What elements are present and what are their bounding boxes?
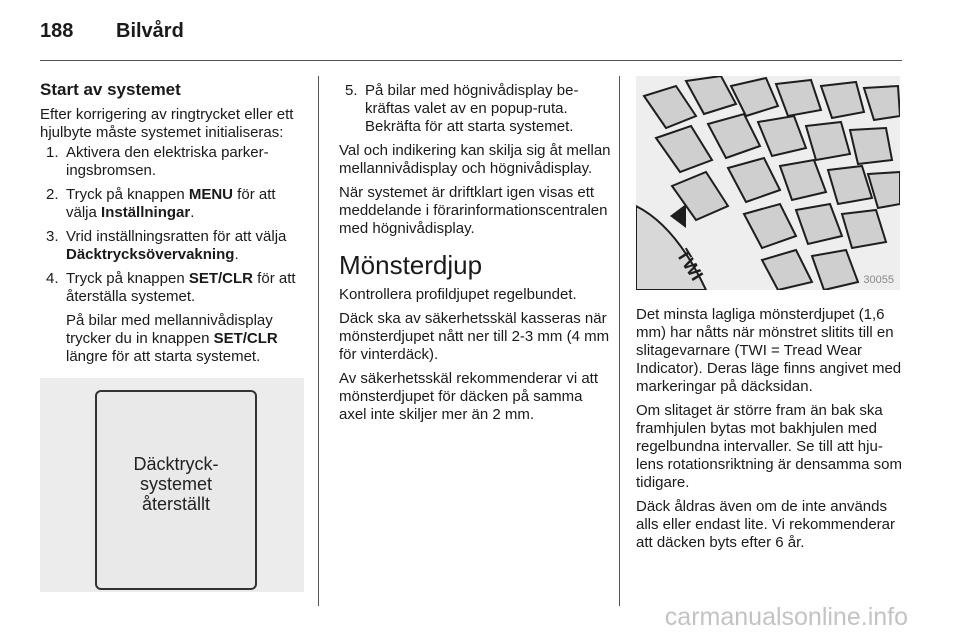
section-subheading: Start av systemet bbox=[40, 80, 181, 99]
step-text: för att välja bbox=[66, 186, 276, 221]
tpms-reset-figure bbox=[40, 378, 304, 592]
step-text: På bilar med högnivådisplay bekräftas valet av en popup-ruta. Bekräfta för att starta systemet. bbox=[365, 82, 579, 135]
step-number: 2. bbox=[46, 186, 59, 203]
display-line: återställt bbox=[141, 494, 211, 514]
column-2 bbox=[339, 80, 611, 430]
tire-tread-illustration bbox=[636, 76, 900, 290]
paragraph: Det minsta lagliga mönsterdjupet (1,6 mm) har nåtts när mönstret slitits till en slitagevarnare (TWI = Tread Wear Indicator). Deras läge finns angivet med markeringar på däcksidan. bbox=[636, 306, 902, 395]
display-line: Däcktryck- bbox=[133, 454, 219, 474]
note-text: längre för att starta systemet. bbox=[66, 348, 261, 365]
settings-menu-label: Inställningar bbox=[101, 204, 191, 221]
set-clr-button-label: SET/CLR bbox=[213, 330, 278, 347]
step-number: 5. bbox=[345, 82, 358, 99]
tpms-menu-label: Däcktrycksövervakning bbox=[66, 246, 235, 263]
list-item bbox=[40, 144, 308, 180]
display-line: systemet bbox=[139, 474, 213, 494]
list-item bbox=[40, 228, 308, 264]
figure-number: 30055 bbox=[863, 274, 894, 286]
step-number: 3. bbox=[46, 228, 59, 245]
paragraph: Däck ska av säkerhetsskäl kasseras när mönsterdjupet nått ner till 2-3 mm (4 mm för vinterdäck). bbox=[339, 310, 610, 363]
tire-tread-figure bbox=[636, 76, 900, 290]
set-clr-button-label: SET/CLR bbox=[188, 270, 254, 287]
step-text: Tryck på knappen bbox=[66, 270, 189, 287]
step-text: . bbox=[234, 246, 239, 263]
paragraph: Kontrollera profildjupet regelbundet. bbox=[339, 286, 577, 303]
list-item bbox=[40, 270, 308, 366]
step-text: för att återställa systemet. bbox=[66, 270, 296, 305]
paragraph: Av säkerhetsskäl rekommenderar vi att mönsterdjupet för däcken på samma axel inte skiljer mer än 2 mm. bbox=[339, 370, 598, 423]
column-divider-1 bbox=[318, 76, 319, 606]
column-3 bbox=[636, 306, 904, 558]
display-message bbox=[97, 454, 255, 514]
step-text: . bbox=[190, 204, 195, 221]
intro-paragraph: Efter korrigering av ringtrycket eller ett hjulbyte måste systemet initialiseras: bbox=[40, 106, 294, 141]
step-note bbox=[66, 312, 308, 366]
paragraph: Däck åldras även om de inte används alls eller endast lite. Vi rekommenderar att däcken byts efter 6 år. bbox=[636, 498, 896, 551]
column-divider-2 bbox=[619, 76, 620, 606]
header-rule bbox=[40, 60, 902, 61]
step-text: Vrid inställningsratten för att välja bbox=[66, 228, 287, 245]
step-text: Tryck på knappen bbox=[66, 186, 189, 203]
column-1 bbox=[40, 80, 308, 372]
paragraph: Val och indikering kan skilja sig åt mellan mellannivådisplay och högnivådisplay. bbox=[339, 142, 611, 177]
twi-label: TWI bbox=[672, 245, 708, 285]
page-title: Bilvård bbox=[116, 20, 184, 42]
list-item bbox=[339, 82, 611, 136]
watermark: carmanualsonline.info bbox=[664, 603, 908, 631]
step-text: Aktivera den elektriska parkeringsbromsen. bbox=[66, 144, 269, 179]
step-number: 4. bbox=[46, 270, 59, 287]
paragraph: Om slitaget är större fram än bak ska framhjulen bytas mot bakhjulen med regelbundna intervaller. Se till att hjulens rotationsriktning är densamma som tidigare. bbox=[636, 402, 902, 491]
step-number: 1. bbox=[46, 144, 59, 161]
page-number: 188 bbox=[40, 20, 74, 42]
section-title: Mönsterdjup bbox=[339, 250, 483, 280]
display-screen bbox=[95, 390, 257, 590]
note-text: På bilar med mellannivådisplay trycker du in knappen bbox=[66, 312, 273, 347]
list-item bbox=[40, 186, 308, 222]
paragraph: När systemet är driftklart igen visas ett meddelande i förarinformationscentralen med högnivådisplay. bbox=[339, 184, 608, 237]
menu-button-label: MENU bbox=[188, 186, 234, 203]
steps-list bbox=[40, 144, 308, 366]
steps-list-continued bbox=[339, 82, 611, 136]
